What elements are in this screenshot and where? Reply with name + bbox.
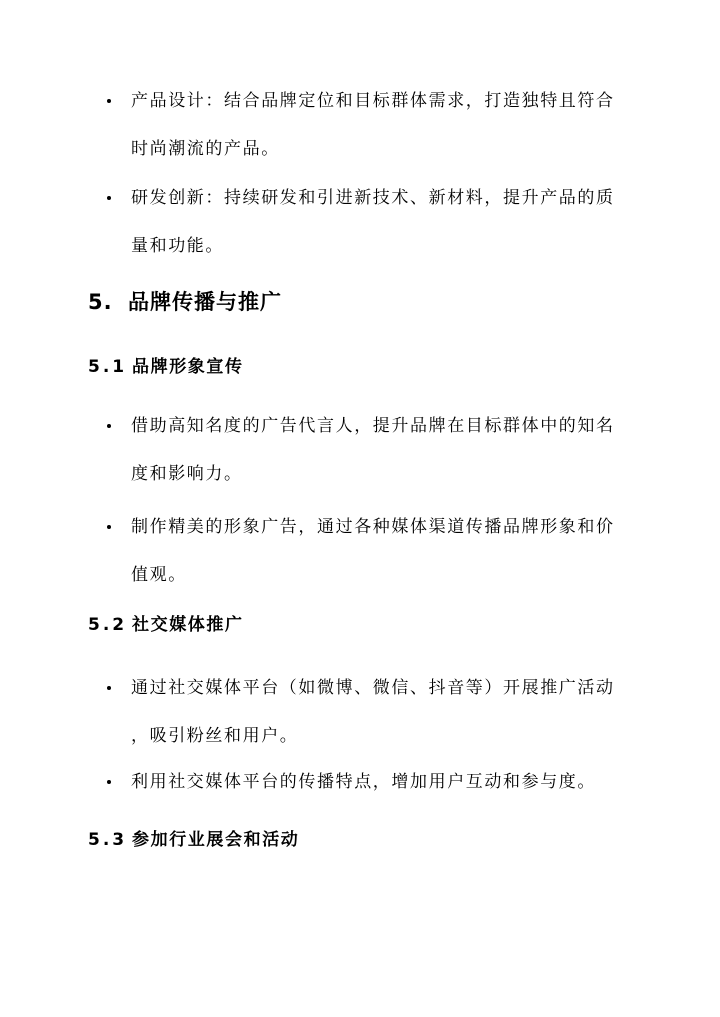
subsection-number: 5.2 xyxy=(88,615,128,635)
subsection-title: 参加行业展会和活动 xyxy=(132,830,300,850)
list-item-text-continued: 时尚潮流的产品。 xyxy=(131,139,280,159)
subsection-heading xyxy=(88,614,244,636)
list-item-text: 借助高知名度的广告代言人，提升品牌在目标群体中的知名 xyxy=(131,416,615,436)
section-title: 品牌传播与推广 xyxy=(128,290,282,314)
subsection-title: 品牌形象宣传 xyxy=(132,357,244,377)
list-item-text: 制作精美的形象广告，通过各种媒体渠道传播品牌形象和价 xyxy=(131,517,615,537)
section-number: 5. xyxy=(88,290,113,314)
bullet-icon xyxy=(107,780,111,784)
list-item-text: 通过社交媒体平台（如微博、微信、抖音等）开展推广活动 xyxy=(131,678,615,698)
section-heading xyxy=(88,289,282,315)
bullet-icon xyxy=(107,525,111,529)
bullet-icon xyxy=(107,686,111,690)
list-item-text-continued: 值观。 xyxy=(131,565,187,585)
list-item-text-continued: ，吸引粉丝和用户。 xyxy=(131,726,299,746)
list-item-text: 利用社交媒体平台的传播特点，增加用户互动和参与度。 xyxy=(131,772,596,792)
subsection-heading xyxy=(88,829,299,851)
subsection-number: 5.1 xyxy=(88,357,128,377)
subsection-heading xyxy=(88,356,244,378)
bullet-icon xyxy=(107,99,111,103)
list-item-text-continued: 量和功能。 xyxy=(131,236,224,256)
list-item-text: 研发创新：持续研发和引进新技术、新材料，提升产品的质 xyxy=(131,188,615,208)
list-item-text-continued: 度和影响力。 xyxy=(131,464,243,484)
bullet-icon xyxy=(107,196,111,200)
list-item-text: 产品设计：结合品牌定位和目标群体需求，打造独特且符合 xyxy=(131,91,615,111)
subsection-title: 社交媒体推广 xyxy=(132,615,244,635)
subsection-number: 5.3 xyxy=(88,830,128,850)
bullet-icon xyxy=(107,424,111,428)
